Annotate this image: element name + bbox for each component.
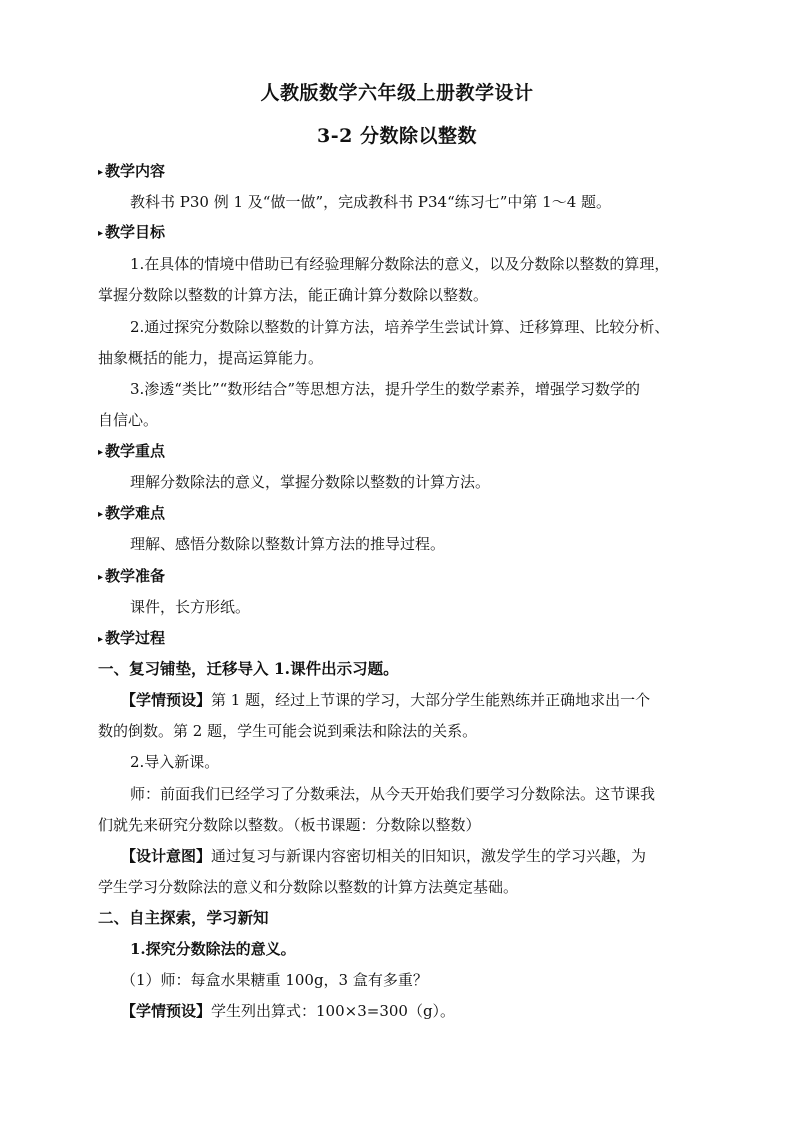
goal1-line1: 1.在具体的情境中借助已有经验理解分数除法的意义，以及分数除以整数的算理， xyxy=(130,255,670,273)
triangle-bullet-icon: ▸ xyxy=(98,167,104,178)
heading-key: ▸ 教学重点 xyxy=(98,440,696,464)
difficulty-text: 理解、感悟分数除以整数计算方法的推导过程。 xyxy=(130,535,446,553)
triangle-bullet-icon: ▸ xyxy=(98,447,104,458)
heading-process: ▸ 教学过程 xyxy=(98,627,696,651)
content-text: 教科书 P30 例 1 及“做一做”，完成教科书 P34“练习七”中第 1～4 题。 xyxy=(130,193,612,211)
triangle-bullet-icon: ▸ xyxy=(98,228,104,239)
section2-heading: 二、自主探索，学习新知 xyxy=(98,908,269,927)
question1-text: （1）师：每盒水果糖重 100g，3 盒有多重？ xyxy=(121,971,428,989)
document-subtitle: 3-2 分数除以整数 xyxy=(317,125,477,147)
intro-text: 2.导入新课。 xyxy=(130,753,220,771)
preset1-line2: 数的倒数。第 2 题，学生可能会说到乘法和除法的关系。 xyxy=(98,722,478,740)
triangle-bullet-icon: ▸ xyxy=(98,509,104,520)
goal2-line2: 抽象概括的能力，提高运算能力。 xyxy=(98,349,324,367)
teacher1-line1: 师：前面我们已经学习了分数乘法，从今天开始我们要学习分数除法。这节课我 xyxy=(130,785,656,803)
preset2-line: 【学情预设】学生列出算式：100×3=300（g）。 xyxy=(121,1002,456,1020)
heading-content: ▸ 教学内容 xyxy=(98,160,696,184)
subsection1-heading: 1.探究分数除法的意义。 xyxy=(130,940,296,958)
teacher1-line2: 们就先来研究分数除以整数。（板书课题：分数除以整数） xyxy=(98,816,481,834)
heading-difficulty: ▸ 教学难点 xyxy=(98,502,696,526)
heading-prep: ▸ 教学准备 xyxy=(98,565,696,589)
triangle-bullet-icon: ▸ xyxy=(98,634,104,645)
document-title: 人教版数学六年级上册教学设计 xyxy=(260,82,534,104)
preset1-line1: 【学情预设】第 1 题，经过上节课的学习，大部分学生能熟练并正确地求出一个 xyxy=(121,691,651,709)
goal2-line1: 2.通过探究分数除以整数的计算方法，培养学生尝试计算、迁移算理、比较分析、 xyxy=(130,318,670,336)
goal3-line1: 3.渗透“类比”“数形结合”等思想方法，提升学生的数学素养，增强学习数学的 xyxy=(130,380,640,398)
goal3-line2: 自信心。 xyxy=(98,411,159,429)
heading-goals: ▸ 教学目标 xyxy=(98,221,696,245)
triangle-bullet-icon: ▸ xyxy=(98,572,104,583)
prep-text: 课件，长方形纸。 xyxy=(130,598,251,616)
section1-heading: 一、复习铺垫，迁移导入 1.课件出示习题。 xyxy=(98,659,399,678)
design-line2: 学生学习分数除法的意义和分数除以整数的计算方法奠定基础。 xyxy=(98,878,519,896)
goal1-line2: 掌握分数除以整数的计算方法，能正确计算分数除以整数。 xyxy=(98,286,489,304)
key-text: 理解分数除法的意义，掌握分数除以整数的计算方法。 xyxy=(130,473,491,491)
design-line1: 【设计意图】通过复习与新课内容密切相关的旧知识，激发学生的学习兴趣，为 xyxy=(121,847,647,865)
